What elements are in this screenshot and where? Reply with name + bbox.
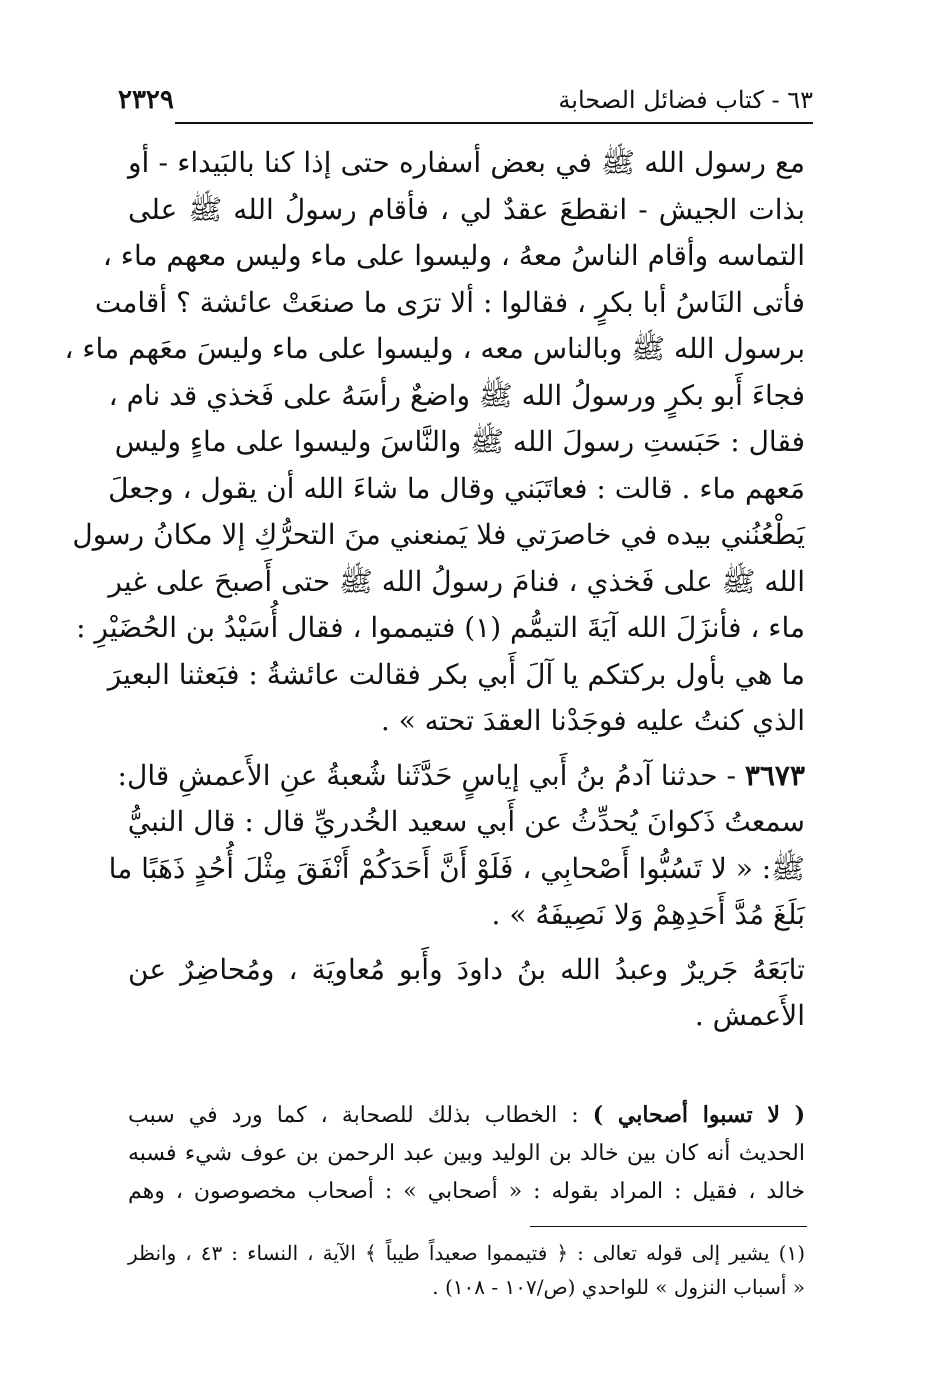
footnote-line: (١) يشير إلى قوله تعالى : ﴿ فتيمموا صعيداً طيباً ﴾ الآية ، النساء : ٤٣ ، وانظر — [128, 1241, 805, 1265]
text-line: ﷺ: « لا تَسُبُّوا أَصْحابِي ، فَلَوْ أَنَّ أَحَدَكُمْ أَنْفَقَ مِثْلَ أُحُدٍ ذَهَبًا ما — [108, 851, 805, 885]
commentary-line: خالد ، فقيل : المراد بقوله : « أصحابي » : أصحاب مخصوصون ، وهم — [128, 1179, 805, 1204]
text-line: برسول الله ﷺ وبالناس معه ، وليسوا على ماء وليسَ معَهم ماء ، — [64, 332, 805, 365]
text-line: مع رسول الله ﷺ في بعض أسفاره حتى إذا كنا بالبَيداء - أو — [128, 146, 805, 179]
commentary-line — [128, 1096, 805, 1135]
text-line: التماسه وأقام الناسُ معهُ ، وليسوا على ماء وليس معهم ماء ، — [102, 239, 805, 272]
text-line: الذي كنتُ عليه فوجَدْنا العقدَ تحته » . — [380, 704, 805, 737]
text-line: مَعهم ماء . قالت : فعاتَبَني وقال ما شاءَ الله أن يقول ، وجعلَ — [108, 471, 805, 505]
commentary-heading: ( لا تسبوا أصحابي ) — [592, 1102, 805, 1128]
text-line: بَلَغَ مُدَّ أَحَدِهِمْ وَلا نَصِيفَهُ » . — [491, 898, 805, 931]
text-line: فقال : حَبَستِ رسولَ الله ﷺ والنَّاسَ وليسوا على ماءٍ وليس — [114, 425, 805, 458]
text-line: سمعتُ ذَكوانَ يُحدِّثُ عن أَبي سعيد الخُدريِّ قال : قال النبيُّ — [127, 805, 805, 838]
text-line: ماء ، فأنزَلَ الله آيَةَ التيمُّم (١) فتيمموا ، فقال أُسَيْدُ بن الحُضَيْرِ : — [76, 611, 805, 644]
footnote-rule — [530, 1226, 807, 1227]
hadith-number: ٣٦٧٣ — [744, 758, 805, 792]
text-line: فجاءَ أَبو بكرٍ ورسولُ الله ﷺ واضعٌ رأسَهُ على فَخذي قد نام ، — [108, 378, 805, 412]
text-line: يَطْعُنُني بيده في خاصرَتي فلا يَمنعني منَ التحرُّكِ إلا مكانُ رسول — [72, 518, 805, 551]
text-line: تابَعَهُ جَريرٌ وعبدُ الله بنُ داودَ وأَبو مُعاويَة ، ومُحاضِرٌ عن — [128, 952, 805, 986]
text-line: ما هي بأول بركتكم يا آلَ أَبي بكر فقالت عائشةُ : فبَعثنا البعيرَ — [107, 657, 805, 691]
text-line: بذات الجيش - انقطعَ عقدٌ لي ، فأقام رسولُ الله ﷺ على — [128, 192, 805, 226]
commentary-text: : الخطاب بذلك للصحابة ، كما ورد في سبب — [128, 1103, 593, 1128]
commentary — [128, 1096, 805, 1211]
page-number: ٢٣٢٩ — [118, 85, 174, 115]
footnote-line: « أسباب النزول » للواحدي (ص/١٠٧ - ١٠٨) . — [432, 1275, 805, 1299]
chapter-title: ٦٣ - كتاب فضائل الصحابة — [558, 86, 813, 114]
header-rule — [175, 122, 813, 124]
hadith-heading-line — [117, 753, 805, 800]
main-text — [64, 140, 805, 1040]
hadith-chain: - حدثنا آدمُ بنُ أَبي إياسٍ حَدَّثَنا شُعبةُ عنِ الأَعمشِ قال: — [117, 758, 745, 792]
text-line: الأَعمش . — [694, 999, 805, 1032]
footnote — [128, 1236, 805, 1304]
page-header — [118, 78, 813, 122]
text-line: الله ﷺ على فَخذي ، فنامَ رسولُ الله ﷺ حتى أَصبحَ على غير — [108, 564, 805, 598]
text-line: فأتى النَاسُ أبا بكرٍ ، فقالوا : ألا ترَى ما صنعَتْ عائشة ؟ أقامت — [94, 285, 805, 319]
commentary-line: الحديث أنه كان بين خالد بن الوليد وبين عبد الرحمن بن عوف شيء فسبه — [128, 1141, 805, 1166]
